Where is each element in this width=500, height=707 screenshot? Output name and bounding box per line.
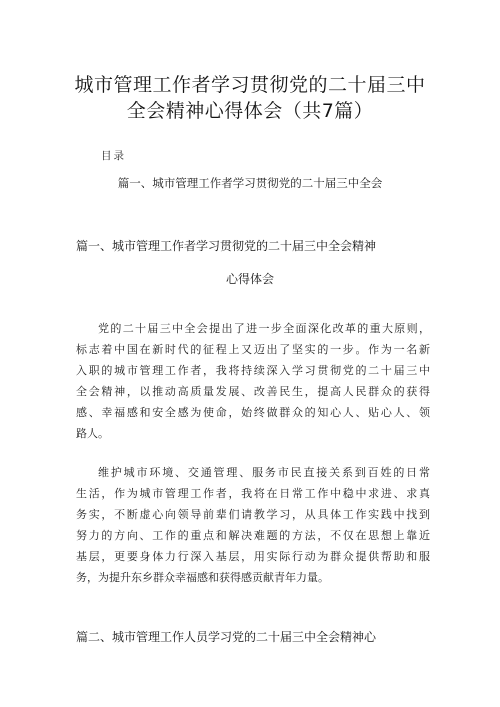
paragraph-2-line: 努力的方向、工作的重点和解决难题的方法，不仅在思想上靠近 — [76, 529, 430, 542]
document-title — [0, 72, 500, 124]
paragraph-2-line: 基层，更要身体力行深入基层，用实际行动为群众提供帮助和服 — [76, 550, 430, 563]
paragraph-2-line: 维护城市环境、交通管理、服务市民直接关系到百姓的日常 — [98, 466, 430, 479]
paragraph-2 — [76, 462, 430, 588]
section-2-heading: 篇二、城市管理工作人员学习党的二十届三中全会精神心 — [76, 630, 377, 644]
toc-item-1[interactable]: 篇一、城市管理工作者学习贯彻党的二十届三中全会 — [117, 176, 383, 190]
paragraph-2-line: 生活，作为城市管理工作者，我将在日常工作中稳中求进、求真 — [76, 487, 430, 500]
paragraph-1-line: 路人。 — [76, 427, 109, 440]
toc-label: 目录 — [101, 150, 126, 162]
section-1-heading: 篇一、城市管理工作者学习贯彻党的二十届三中全会精神 — [76, 239, 377, 253]
paragraph-1-line: 党的二十届三中全会提出了进一步全面深化改革的重大原则， — [98, 322, 430, 335]
document-title-line-2: 全会精神心得体会（共7篇） — [126, 100, 374, 122]
document-title-line-1: 城市管理工作者学习贯彻党的二十届三中 — [74, 74, 426, 96]
paragraph-1-line: 标志着中国在新时代的征程上又迈出了坚实的一步。作为一名新 — [76, 343, 430, 356]
paragraph-1-line: 全会精神，以推动高质量发展、改善民生，提高人民群众的获得 — [76, 385, 430, 398]
paragraph-2-line: 务实，不断虚心向领导前辈们请教学习，从具体工作实践中找到 — [76, 508, 430, 521]
paragraph-1-line: 感、幸福感和安全感为使命，始终做群众的知心人、贴心人、领 — [76, 406, 430, 419]
paragraph-1-line: 入职的城市管理工作者，我将持续深入学习贯彻党的二十届三中 — [76, 364, 430, 377]
paragraph-2-line: 务，为提升东乡群众幸福感和获得感贡献青年力量。 — [76, 571, 329, 584]
paragraph-1 — [76, 318, 430, 444]
section-1-heading-continued: 心得体会 — [225, 272, 274, 286]
